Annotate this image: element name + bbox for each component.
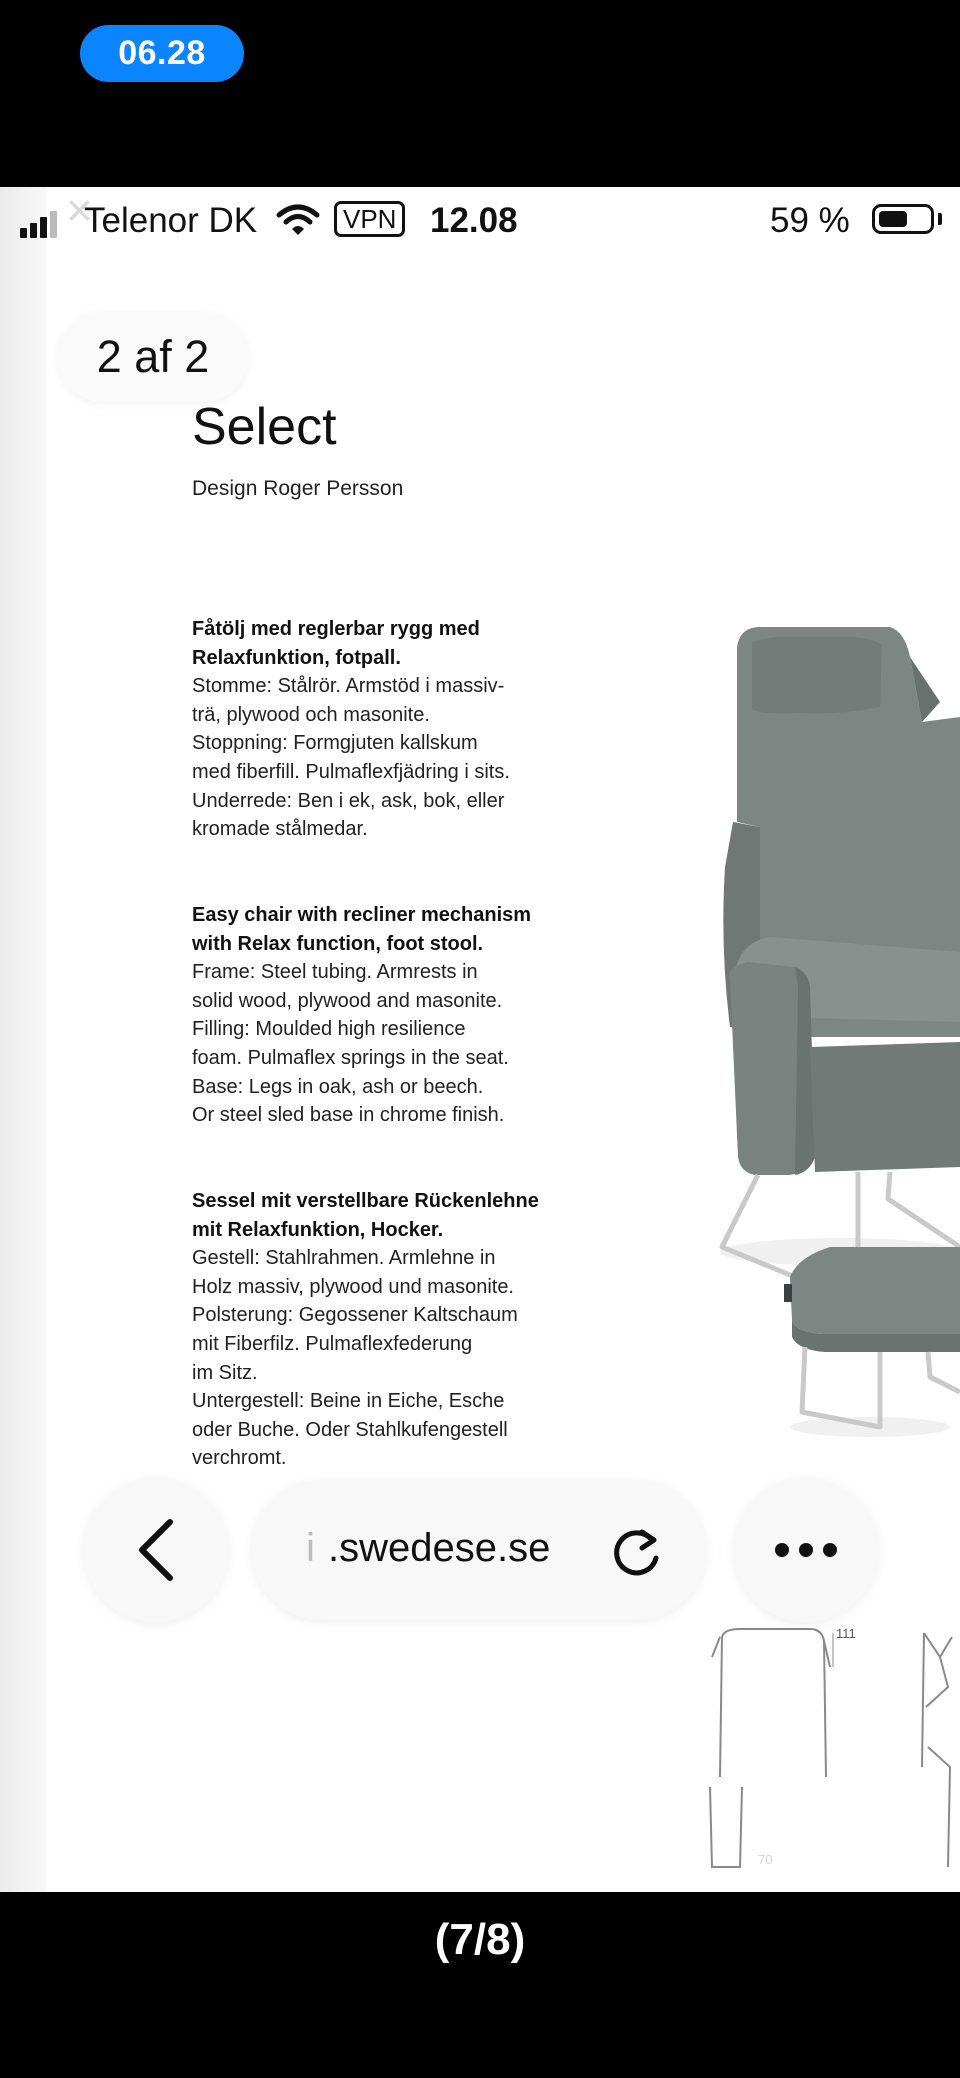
left-edge-shadow	[0, 187, 46, 1892]
heading-line: Easy chair with recliner mechanism	[192, 904, 532, 926]
vpn-badge: VPN	[334, 201, 405, 237]
text-line: oder Buche. Oder Stahlkufengestell	[192, 1418, 508, 1441]
text-line: Untergestell: Beine in Eiche, Esche	[192, 1390, 505, 1413]
description-swedish	[192, 615, 612, 844]
text-line: verchromt.	[192, 1447, 287, 1470]
text-line: Underrede: Ben i ek, ask, bok, eller	[192, 789, 505, 812]
text-line: Filling: Moulded high resilience	[192, 1018, 466, 1041]
description-english	[192, 901, 612, 1130]
back-button[interactable]	[84, 1478, 228, 1622]
wifi-icon	[276, 203, 320, 237]
more-dots-icon	[799, 1543, 813, 1557]
screenshot-counter: (7/8)	[434, 1915, 526, 1964]
close-icon[interactable]: ×	[66, 187, 93, 236]
heading-line: with Relax function, foot stool.	[192, 932, 484, 955]
phone-screen	[0, 187, 960, 1892]
more-options-button[interactable]	[734, 1478, 878, 1622]
text-line: solid wood, plywood and masonite.	[192, 989, 503, 1012]
text-line: Holz massiv, plywood und masonite.	[192, 1275, 514, 1298]
text-line: Base: Legs in oak, ash or beech.	[192, 1075, 484, 1098]
more-dots-icon	[823, 1543, 837, 1557]
recording-top-bar	[0, 0, 960, 187]
carrier-name: Telenor DK	[84, 201, 258, 240]
text-line: Stoppning: Formgjuten kallskum	[192, 732, 478, 755]
dimension-label-height: 111	[836, 1626, 856, 1641]
page-indicator: 2 af 2	[58, 312, 248, 402]
heading-line: Relaxfunktion, fotpall.	[192, 646, 401, 669]
battery-tip	[938, 213, 942, 225]
product-designer: Design Roger Persson	[192, 477, 404, 500]
chair-image	[700, 627, 960, 1327]
heading-line: Fåtölj med reglerbar rygg med	[192, 618, 480, 640]
recording-time-badge: 06.28	[80, 25, 244, 82]
text-line: mit Fiberfilz. Pulmaflexfederung	[192, 1332, 473, 1355]
text-line: Frame: Steel tubing. Armrests in	[192, 961, 478, 984]
description-german	[192, 1187, 612, 1473]
text-line: Polsterung: Gegossener Kaltschaum	[192, 1304, 518, 1327]
heading-line: mit Relaxfunktion, Hocker.	[192, 1218, 444, 1241]
text-line: Stomme: Stålrör. Armstöd i massiv-	[192, 675, 505, 698]
text-line: kromade stålmedar.	[192, 818, 368, 841]
reload-icon[interactable]	[608, 1522, 664, 1582]
product-title: Select	[192, 398, 337, 456]
battery-icon	[872, 204, 934, 234]
battery-percent: 59 %	[770, 201, 850, 240]
status-time: 12.08	[430, 201, 518, 240]
text-line: im Sitz.	[192, 1361, 258, 1384]
heading-line: Sessel mit verstellbare Rückenlehne	[192, 1190, 539, 1212]
status-bar	[0, 187, 960, 251]
battery-fill	[879, 211, 907, 227]
signal-icon	[20, 211, 57, 238]
text-line: med fiberfill. Pulmaflexfjädring i sits.	[192, 760, 510, 783]
url-text: .swedese.se	[328, 1526, 551, 1570]
chevron-left-icon	[134, 1518, 178, 1582]
text-line: trä, plywood och masonite.	[192, 703, 430, 726]
url-prefix: i	[306, 1526, 315, 1570]
more-dots-icon	[775, 1543, 789, 1557]
text-line: foam. Pulmaflex springs in the seat.	[192, 1046, 509, 1069]
footstool-image	[770, 1242, 960, 1442]
address-bar[interactable]	[252, 1480, 706, 1620]
dimension-label-depth: 70	[758, 1852, 773, 1867]
dimension-drawings	[700, 1627, 960, 1892]
text-line: Or steel sled base in chrome finish.	[192, 1104, 505, 1127]
text-line: Gestell: Stahlrahmen. Armlehne in	[192, 1247, 496, 1270]
